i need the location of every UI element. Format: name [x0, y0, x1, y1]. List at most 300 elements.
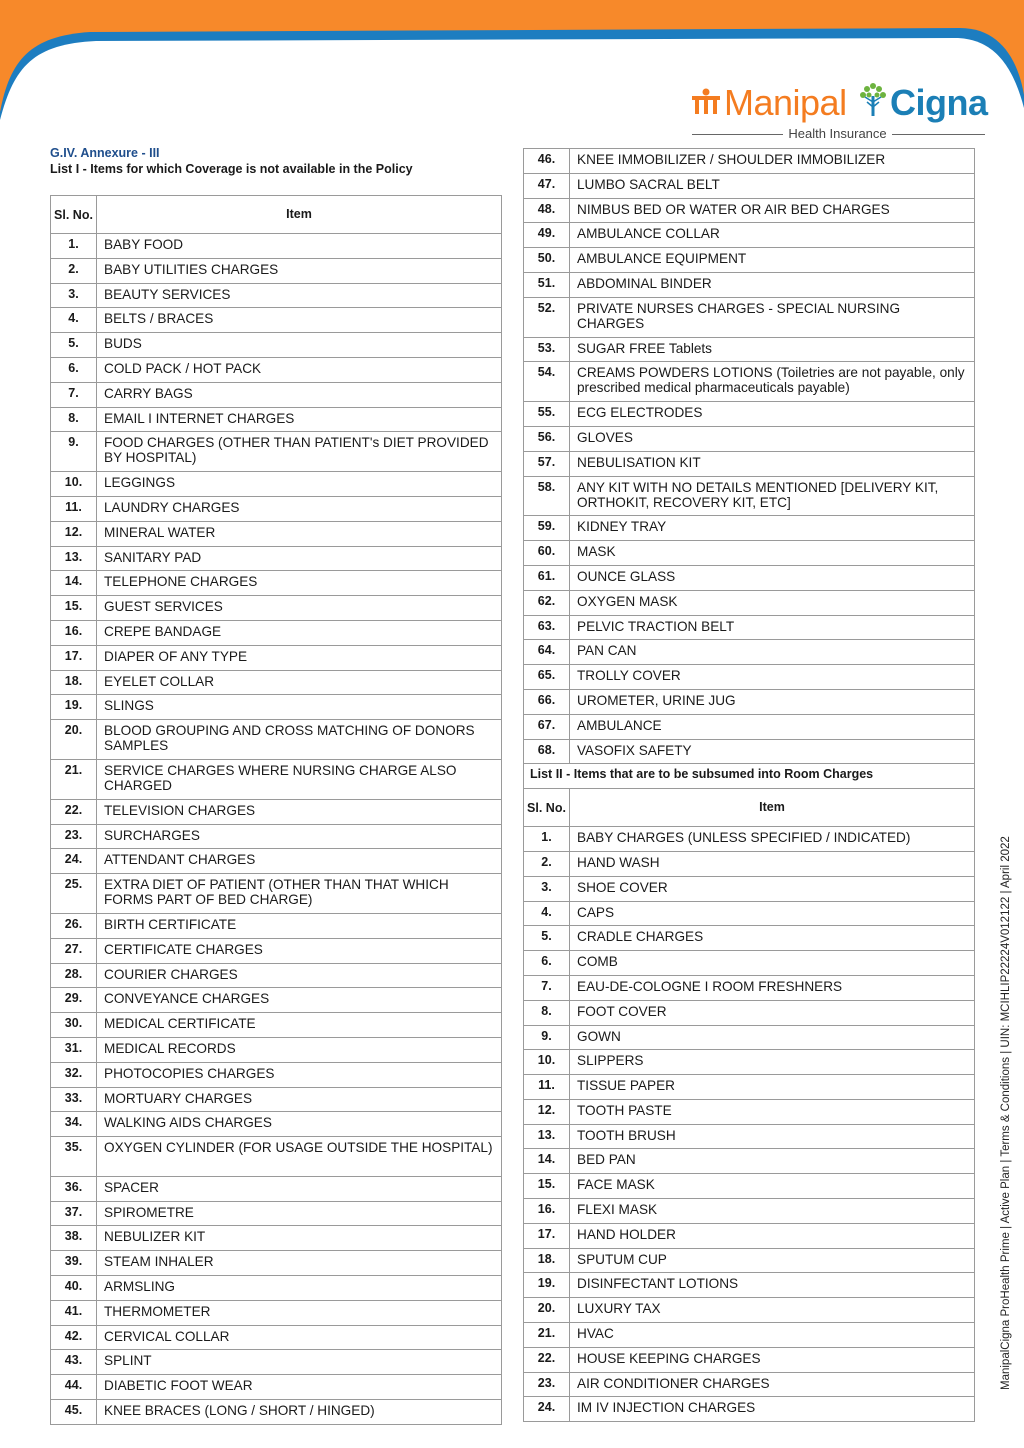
sl-number: 40.: [51, 1276, 97, 1301]
table-row: [51, 308, 502, 333]
sl-number: 15.: [51, 596, 97, 621]
table-row: [524, 665, 975, 690]
item-name: BED PAN: [570, 1149, 975, 1174]
table-row: [524, 876, 975, 901]
item-name: KIDNEY TRAY: [570, 516, 975, 541]
item-name: ECG ELECTRODES: [570, 402, 975, 427]
sl-number: 4.: [51, 308, 97, 333]
sl-number: 6.: [524, 951, 570, 976]
item-header: Item: [97, 196, 502, 234]
sl-number: 45.: [51, 1400, 97, 1425]
table-row: [524, 173, 975, 198]
sl-number: 3.: [51, 283, 97, 308]
item-name: KNEE IMMOBILIZER / SHOULDER IMMOBILIZER: [570, 149, 975, 174]
item-name: EAU-DE-COLOGNE I ROOM FRESHNERS: [570, 975, 975, 1000]
table-row: [51, 1300, 502, 1325]
sl-number: 14.: [524, 1149, 570, 1174]
sl-number: 9.: [524, 1025, 570, 1050]
item-name: MINERAL WATER: [97, 521, 502, 546]
manipal-cigna-logo: [690, 80, 990, 142]
table-row: [51, 333, 502, 358]
list1-rows-left: [51, 234, 502, 1425]
table-row: [524, 1124, 975, 1149]
sl-number: 16.: [524, 1199, 570, 1224]
item-name: PELVIC TRACTION BELT: [570, 615, 975, 640]
sl-number: 17.: [51, 645, 97, 670]
list2-section: [524, 764, 975, 827]
table-row: [524, 516, 975, 541]
table-row: [51, 874, 502, 914]
sl-number: 16.: [51, 620, 97, 645]
sl-number: 63.: [524, 615, 570, 640]
item-name: CRADLE CHARGES: [570, 926, 975, 951]
sl-number: 47.: [524, 173, 570, 198]
sl-number: 36.: [51, 1176, 97, 1201]
item-name: SHOE COVER: [570, 876, 975, 901]
table-row: [524, 827, 975, 852]
sl-number: 59.: [524, 516, 570, 541]
sl-number: 57.: [524, 451, 570, 476]
table-row: [51, 1375, 502, 1400]
table-row: [51, 938, 502, 963]
sl-number: 12.: [524, 1099, 570, 1124]
manipal-mark-icon: [690, 86, 722, 118]
table-row: [51, 1176, 502, 1201]
table-row: [524, 1199, 975, 1224]
sl-number: 20.: [51, 720, 97, 760]
item-name: FOOD CHARGES (OTHER THAN PATIENT's DIET PROVIDED BY HOSPITAL): [97, 432, 502, 472]
item-name: SLINGS: [97, 695, 502, 720]
sl-number: 27.: [51, 938, 97, 963]
table-row: [524, 426, 975, 451]
sl-number: 2.: [524, 851, 570, 876]
list2-title-row: [524, 764, 975, 789]
table-row: [51, 988, 502, 1013]
sl-number: 18.: [51, 670, 97, 695]
sl-number: 7.: [524, 975, 570, 1000]
item-name: BIRTH CERTIFICATE: [97, 913, 502, 938]
item-name: SPIROMETRE: [97, 1201, 502, 1226]
annexure-heading: [50, 146, 510, 177]
item-name: PRIVATE NURSES CHARGES - SPECIAL NURSING CHARGES: [570, 297, 975, 337]
sl-number: 22.: [51, 799, 97, 824]
table-row: [51, 1276, 502, 1301]
table-row: [524, 1149, 975, 1174]
sl-number: 44.: [51, 1375, 97, 1400]
sl-number: 42.: [51, 1325, 97, 1350]
table-row: [51, 496, 502, 521]
sl-number: 35.: [51, 1137, 97, 1177]
sl-number: 5.: [524, 926, 570, 951]
item-name: DISINFECTANT LOTIONS: [570, 1273, 975, 1298]
sl-number: 50.: [524, 248, 570, 273]
table-row: [51, 234, 502, 259]
item-name: FLEXI MASK: [570, 1199, 975, 1224]
sl-number: 24.: [51, 849, 97, 874]
table-row: [51, 571, 502, 596]
sl-number: 31.: [51, 1037, 97, 1062]
table-row: [51, 432, 502, 472]
table-row: [51, 1037, 502, 1062]
item-name: MASK: [570, 541, 975, 566]
sl-number: 5.: [51, 333, 97, 358]
item-name: KNEE BRACES (LONG / SHORT / HINGED): [97, 1400, 502, 1425]
item-name: TISSUE PAPER: [570, 1075, 975, 1100]
table-row: [51, 1350, 502, 1375]
table-row: [524, 248, 975, 273]
list1-rows-right: [524, 149, 975, 764]
table-row: [51, 720, 502, 760]
item-name: CREPE BANDAGE: [97, 620, 502, 645]
table-row: [51, 695, 502, 720]
sl-number: 19.: [524, 1273, 570, 1298]
sl-number: 23.: [51, 824, 97, 849]
sl-number: 32.: [51, 1062, 97, 1087]
item-name: TELEPHONE CHARGES: [97, 571, 502, 596]
table-row: [524, 1323, 975, 1348]
item-name: ARMSLING: [97, 1276, 502, 1301]
item-name: VASOFIX SAFETY: [570, 739, 975, 764]
sl-number: 49.: [524, 223, 570, 248]
sl-number: 8.: [524, 1000, 570, 1025]
item-name: BABY CHARGES (UNLESS SPECIFIED / INDICATED): [570, 827, 975, 852]
table-row: [524, 1372, 975, 1397]
sl-number: 12.: [51, 521, 97, 546]
item-name: HAND WASH: [570, 851, 975, 876]
sl-number: 65.: [524, 665, 570, 690]
item-name: BABY FOOD: [97, 234, 502, 259]
sl-number: 61.: [524, 565, 570, 590]
table-row: [51, 382, 502, 407]
item-name: MORTUARY CHARGES: [97, 1087, 502, 1112]
item-name: BLOOD GROUPING AND CROSS MATCHING OF DONORS SAMPLES: [97, 720, 502, 760]
item-name: SURCHARGES: [97, 824, 502, 849]
table-row: [51, 1400, 502, 1425]
table-row: [524, 1025, 975, 1050]
table-row: [51, 472, 502, 497]
sl-number: 6.: [51, 357, 97, 382]
sl-number: 51.: [524, 272, 570, 297]
item-name: WALKING AIDS CHARGES: [97, 1112, 502, 1137]
table-row: [51, 407, 502, 432]
sl-number: 52.: [524, 297, 570, 337]
table-row: [51, 759, 502, 799]
table-row: [524, 739, 975, 764]
item-name: NIMBUS BED OR WATER OR AIR BED CHARGES: [570, 198, 975, 223]
table-row: [51, 258, 502, 283]
table-row: [524, 272, 975, 297]
sl-number: 24.: [524, 1397, 570, 1422]
item-name: FOOT COVER: [570, 1000, 975, 1025]
sl-number: 54.: [524, 362, 570, 402]
item-name: BELTS / BRACES: [97, 308, 502, 333]
item-name: CERVICAL COLLAR: [97, 1325, 502, 1350]
sl-number: 1.: [51, 234, 97, 259]
item-name: SPLINT: [97, 1350, 502, 1375]
table-row: [524, 1174, 975, 1199]
sl-number: 58.: [524, 476, 570, 516]
table-row: [524, 714, 975, 739]
table-row: [524, 476, 975, 516]
item-name: LUMBO SACRAL BELT: [570, 173, 975, 198]
item-name: BABY UTILITIES CHARGES: [97, 258, 502, 283]
item-name: HAND HOLDER: [570, 1223, 975, 1248]
table-row: [51, 1062, 502, 1087]
item-name: LEGGINGS: [97, 472, 502, 497]
sl-number: 13.: [524, 1124, 570, 1149]
item-name: GUEST SERVICES: [97, 596, 502, 621]
sl-number: 41.: [51, 1300, 97, 1325]
sl-number: 64.: [524, 640, 570, 665]
sl-number: 14.: [51, 571, 97, 596]
item-name: EMAIL I INTERNET CHARGES: [97, 407, 502, 432]
sl-number: 66.: [524, 689, 570, 714]
item-name: COMB: [570, 951, 975, 976]
table-row: [524, 337, 975, 362]
list2-item-header: Item: [570, 789, 975, 827]
item-name: EYELET COLLAR: [97, 670, 502, 695]
item-name: LUXURY TAX: [570, 1298, 975, 1323]
table-row: [524, 297, 975, 337]
brand-name-cigna: Cigna: [890, 82, 988, 123]
table-row: [524, 1223, 975, 1248]
item-name: SERVICE CHARGES WHERE NURSING CHARGE ALSO CHARGED: [97, 759, 502, 799]
item-name: OXYGEN MASK: [570, 590, 975, 615]
table-row: [51, 620, 502, 645]
sl-number: 33.: [51, 1087, 97, 1112]
table-row: [524, 1273, 975, 1298]
item-name: COLD PACK / HOT PACK: [97, 357, 502, 382]
item-name: NEBULISATION KIT: [570, 451, 975, 476]
item-name: BEAUTY SERVICES: [97, 283, 502, 308]
item-name: SUGAR FREE Tablets: [570, 337, 975, 362]
sl-number: 37.: [51, 1201, 97, 1226]
sl-number: 62.: [524, 590, 570, 615]
item-name: TOOTH PASTE: [570, 1099, 975, 1124]
sl-number: 13.: [51, 546, 97, 571]
item-name: SPUTUM CUP: [570, 1248, 975, 1273]
table-row: [51, 1087, 502, 1112]
table-row: [51, 546, 502, 571]
item-name: BUDS: [97, 333, 502, 358]
sl-number: 28.: [51, 963, 97, 988]
item-name: LAUNDRY CHARGES: [97, 496, 502, 521]
item-name: UROMETER, URINE JUG: [570, 689, 975, 714]
item-name: THERMOMETER: [97, 1300, 502, 1325]
table-row: [524, 149, 975, 174]
table-row: [51, 1137, 502, 1177]
item-name: TOOTH BRUSH: [570, 1124, 975, 1149]
item-name: HOUSE KEEPING CHARGES: [570, 1347, 975, 1372]
table-row: [51, 596, 502, 621]
table-row: [51, 824, 502, 849]
sl-number: 25.: [51, 874, 97, 914]
item-name: CONVEYANCE CHARGES: [97, 988, 502, 1013]
table-row: [51, 1325, 502, 1350]
item-name: DIAPER OF ANY TYPE: [97, 645, 502, 670]
table-row: [524, 689, 975, 714]
sl-number: 38.: [51, 1226, 97, 1251]
item-name: OUNCE GLASS: [570, 565, 975, 590]
table-header-row: [51, 196, 502, 234]
item-name: AMBULANCE COLLAR: [570, 223, 975, 248]
table-row: [524, 926, 975, 951]
table-row: [51, 963, 502, 988]
item-name: MEDICAL CERTIFICATE: [97, 1013, 502, 1038]
table-row: [524, 1099, 975, 1124]
table-row: [524, 198, 975, 223]
sl-number: 46.: [524, 149, 570, 174]
sl-number: 10.: [524, 1050, 570, 1075]
cigna-tree-icon: [858, 80, 888, 120]
list2-sl-no-header: Sl. No.: [524, 789, 570, 827]
sl-number: 20.: [524, 1298, 570, 1323]
sl-number: 55.: [524, 402, 570, 427]
sl-number: 9.: [51, 432, 97, 472]
sl-number: 22.: [524, 1347, 570, 1372]
sl-number: 21.: [524, 1323, 570, 1348]
item-name: AMBULANCE EQUIPMENT: [570, 248, 975, 273]
sl-number: 2.: [51, 258, 97, 283]
item-name: IM IV INJECTION CHARGES: [570, 1397, 975, 1422]
sl-number: 7.: [51, 382, 97, 407]
table-row: [51, 799, 502, 824]
table-row: [51, 849, 502, 874]
table-row: [51, 645, 502, 670]
sl-number: 11.: [524, 1075, 570, 1100]
table-row: [524, 223, 975, 248]
table-row: [51, 521, 502, 546]
table-row: [524, 951, 975, 976]
sl-number: 56.: [524, 426, 570, 451]
annexure-title: G.IV. Annexure - III: [50, 146, 160, 160]
sl-no-header: Sl. No.: [51, 196, 97, 234]
table-row: [524, 901, 975, 926]
sl-number: 23.: [524, 1372, 570, 1397]
item-name: ANY KIT WITH NO DETAILS MENTIONED [DELIVERY KIT, ORTHOKIT, RECOVERY KIT, ETC]: [570, 476, 975, 516]
table-row: [51, 283, 502, 308]
table-row: [524, 541, 975, 566]
sl-number: 34.: [51, 1112, 97, 1137]
item-name: GOWN: [570, 1025, 975, 1050]
sl-number: 53.: [524, 337, 570, 362]
item-name: CREAMS POWDERS LOTIONS (Toiletries are not payable, only prescribed medical pharmaceuticals payable): [570, 362, 975, 402]
table-row: [524, 975, 975, 1000]
item-name: TELEVISION CHARGES: [97, 799, 502, 824]
sl-number: 11.: [51, 496, 97, 521]
item-name: PHOTOCOPIES CHARGES: [97, 1062, 502, 1087]
sl-number: 4.: [524, 901, 570, 926]
sl-number: 39.: [51, 1251, 97, 1276]
sl-number: 43.: [51, 1350, 97, 1375]
item-name: EXTRA DIET OF PATIENT (OTHER THAN THAT WHICH FORMS PART OF BED CHARGE): [97, 874, 502, 914]
sl-number: 26.: [51, 913, 97, 938]
sl-number: 8.: [51, 407, 97, 432]
item-name: SPACER: [97, 1176, 502, 1201]
item-name: HVAC: [570, 1323, 975, 1348]
table-row: [524, 362, 975, 402]
table-row: [51, 670, 502, 695]
item-name: COURIER CHARGES: [97, 963, 502, 988]
table-row: [524, 1298, 975, 1323]
sl-number: 18.: [524, 1248, 570, 1273]
table-row: [524, 451, 975, 476]
table-row: [51, 1013, 502, 1038]
item-name: PAN CAN: [570, 640, 975, 665]
list1-table-left: [50, 195, 502, 1425]
table-row: [524, 615, 975, 640]
list1-title: List I - Items for which Coverage is not available in the Policy: [50, 162, 413, 176]
item-name: STEAM INHALER: [97, 1251, 502, 1276]
sl-number: 10.: [51, 472, 97, 497]
item-name: AIR CONDITIONER CHARGES: [570, 1372, 975, 1397]
sl-number: 21.: [51, 759, 97, 799]
item-name: GLOVES: [570, 426, 975, 451]
table-row: [524, 1075, 975, 1100]
item-name: TROLLY COVER: [570, 665, 975, 690]
brand-tagline: Health Insurance: [690, 126, 985, 142]
table-row: [51, 1226, 502, 1251]
sl-number: 68.: [524, 739, 570, 764]
list1-table-right: [523, 148, 975, 1422]
table-row: [524, 1397, 975, 1422]
item-name: DIABETIC FOOT WEAR: [97, 1375, 502, 1400]
table-row: [524, 565, 975, 590]
item-name: MEDICAL RECORDS: [97, 1037, 502, 1062]
sl-number: 67.: [524, 714, 570, 739]
table-row: [524, 1050, 975, 1075]
table-row: [524, 851, 975, 876]
sl-number: 30.: [51, 1013, 97, 1038]
item-name: NEBULIZER KIT: [97, 1226, 502, 1251]
table-row: [51, 1251, 502, 1276]
sl-number: 3.: [524, 876, 570, 901]
sl-number: 1.: [524, 827, 570, 852]
brand-name-manipal: Manipal: [724, 82, 847, 123]
item-name: AMBULANCE: [570, 714, 975, 739]
table-row: [524, 640, 975, 665]
sl-number: 60.: [524, 541, 570, 566]
item-name: OXYGEN CYLINDER (FOR USAGE OUTSIDE THE HOSPITAL): [97, 1137, 502, 1177]
table-row: [524, 1248, 975, 1273]
table-row: [51, 913, 502, 938]
sl-number: 29.: [51, 988, 97, 1013]
footer-side-text: ManipalCigna ProHealth Prime | Active Plan | Terms & Conditions | UIN: MCIHLIP22224V012122 | April 2022: [1000, 836, 1012, 1390]
sl-number: 17.: [524, 1223, 570, 1248]
item-name: SANITARY PAD: [97, 546, 502, 571]
table-row: [524, 590, 975, 615]
table-row: [524, 1000, 975, 1025]
list2-rows: [524, 827, 975, 1422]
sl-number: 15.: [524, 1174, 570, 1199]
item-name: SLIPPERS: [570, 1050, 975, 1075]
item-name: CAPS: [570, 901, 975, 926]
list2-header-row: [524, 789, 975, 827]
sl-number: 19.: [51, 695, 97, 720]
table-row: [51, 1112, 502, 1137]
table-row: [51, 357, 502, 382]
item-name: CARRY BAGS: [97, 382, 502, 407]
item-name: CERTIFICATE CHARGES: [97, 938, 502, 963]
list2-title: List II - Items that are to be subsumed into Room Charges: [524, 764, 975, 789]
table-row: [51, 1201, 502, 1226]
table-row: [524, 402, 975, 427]
item-name: ABDOMINAL BINDER: [570, 272, 975, 297]
sl-number: 48.: [524, 198, 570, 223]
item-name: FACE MASK: [570, 1174, 975, 1199]
table-row: [524, 1347, 975, 1372]
item-name: ATTENDANT CHARGES: [97, 849, 502, 874]
